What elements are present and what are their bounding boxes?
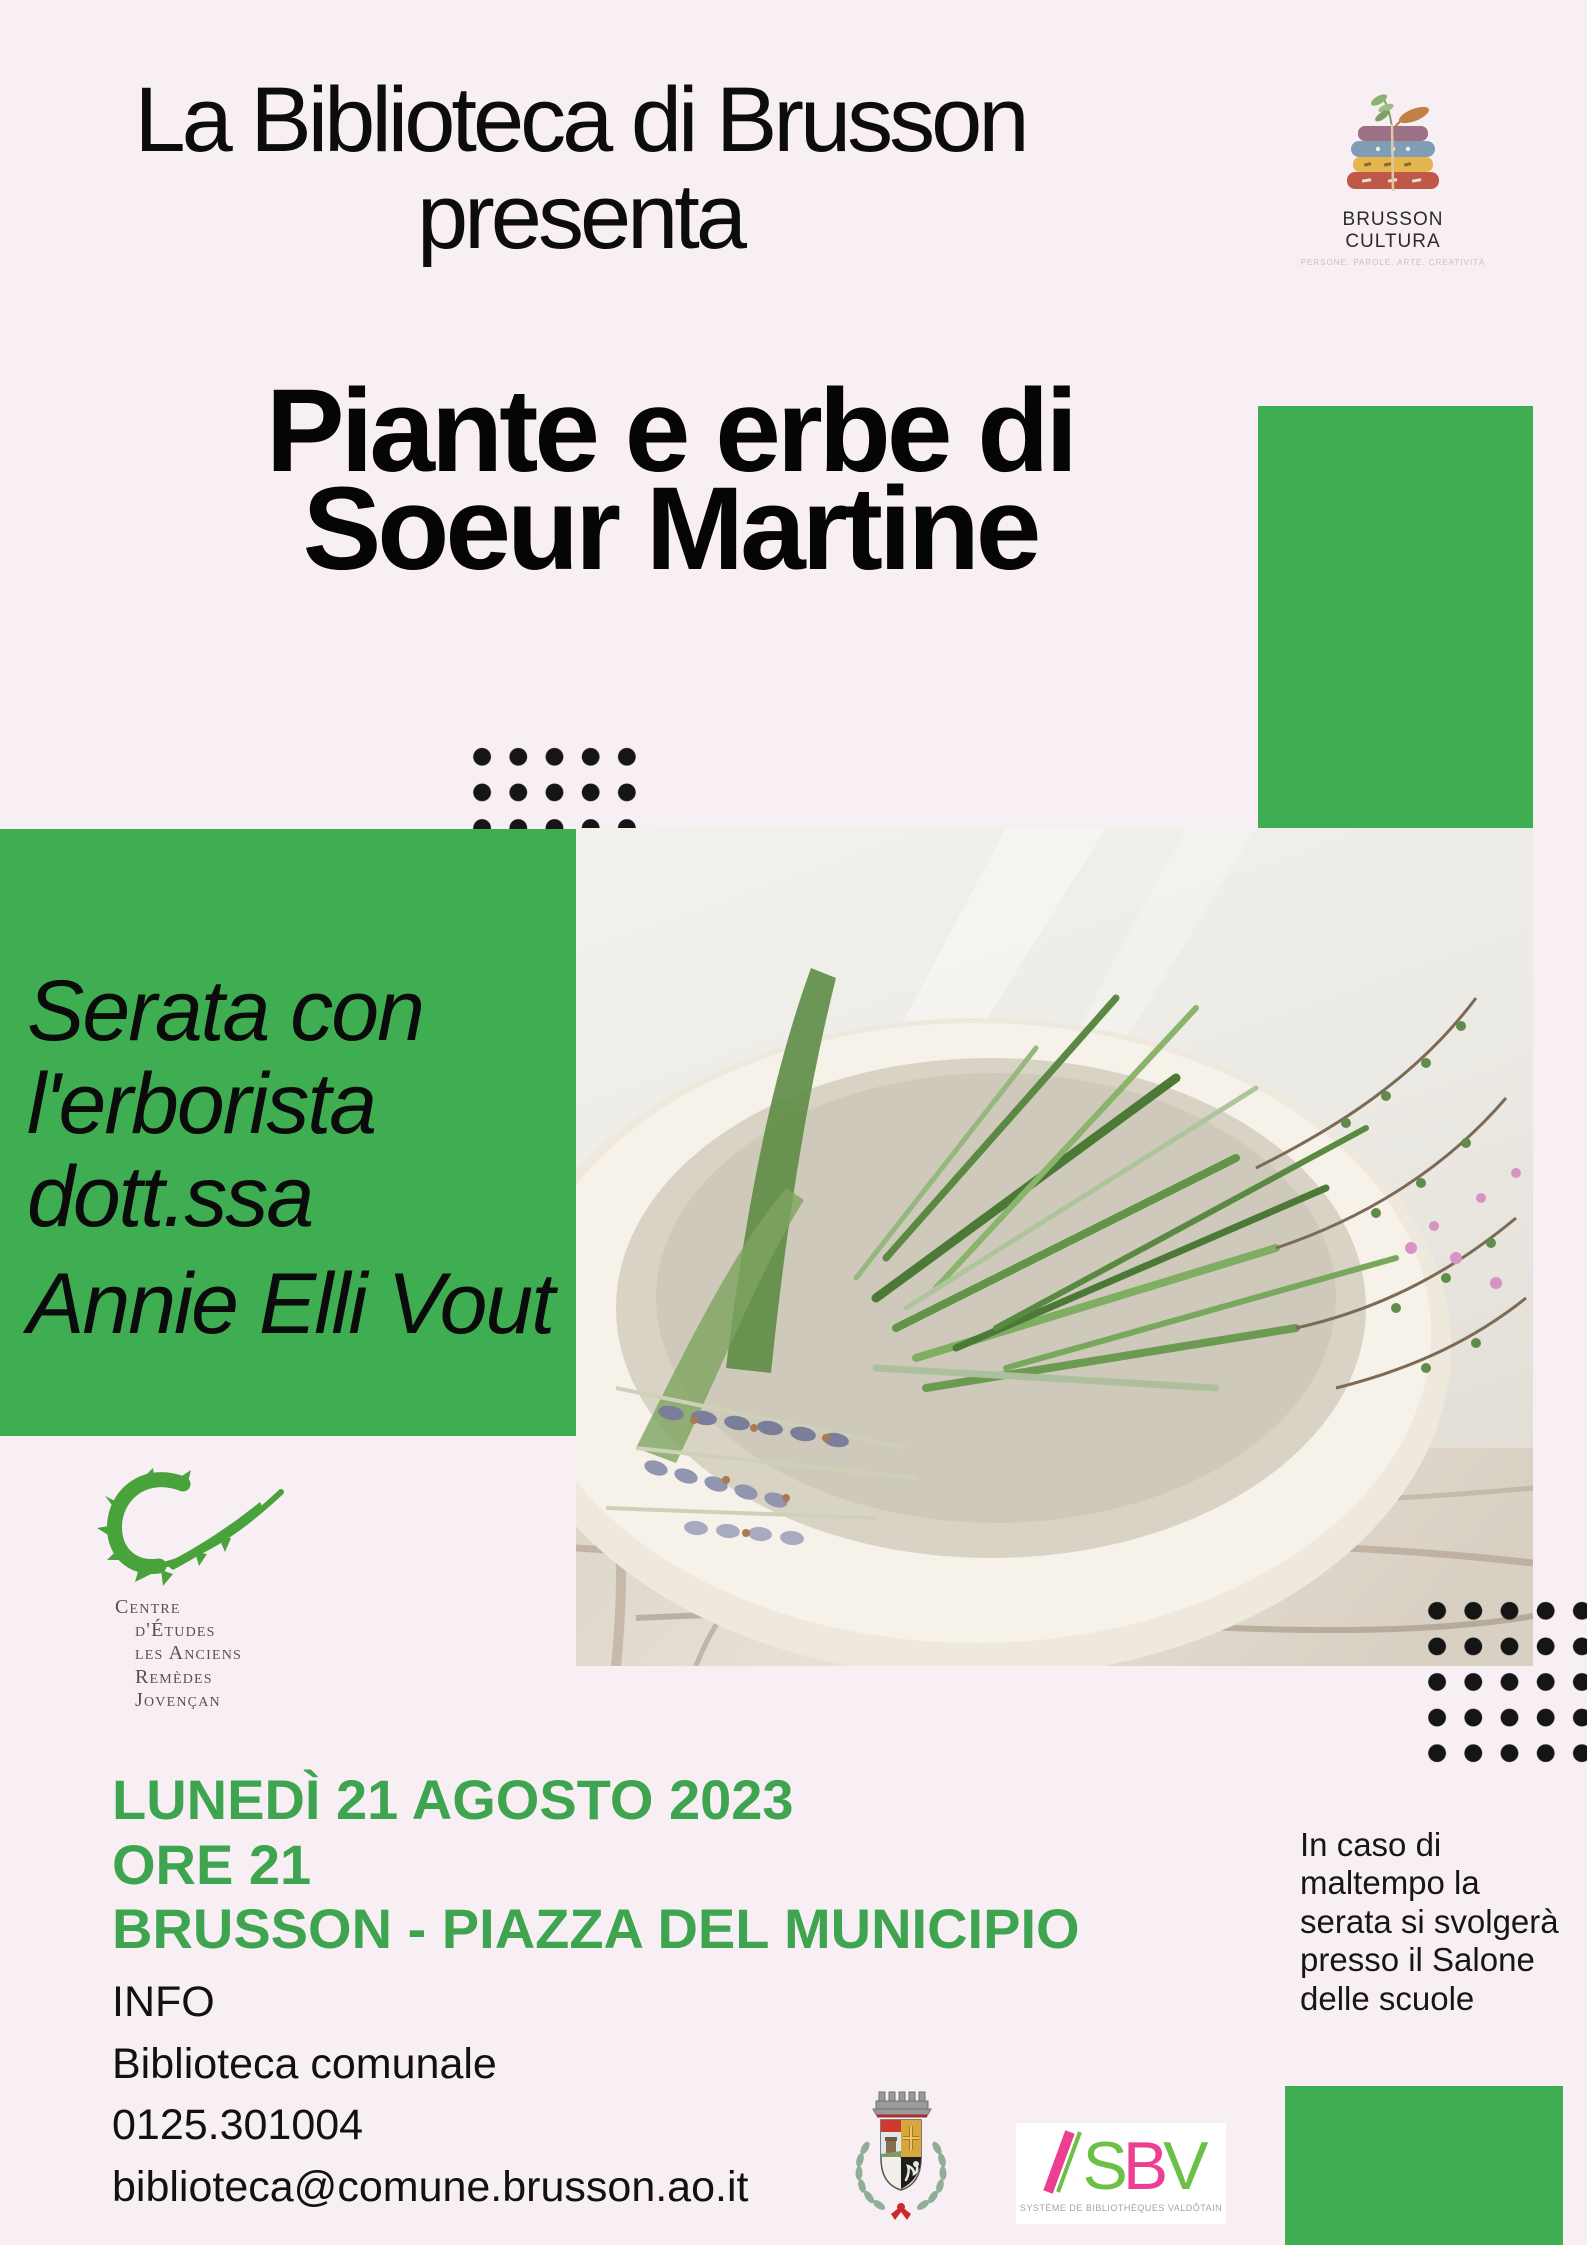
info-label: INFO <box>112 1978 215 2026</box>
event-date: LUNEDÌ 21 AGOSTO 2023 <box>112 1768 794 1831</box>
dots-pattern-bottom <box>1419 1593 1587 1772</box>
sbv-letter-v: V <box>1163 2128 1204 2204</box>
book-stack-icon <box>1332 183 1454 200</box>
header-title-line1: La Biblioteca di Brusson <box>134 69 1026 171</box>
brusson-cultura-name: BRUSSON CULTURA <box>1342 209 1444 252</box>
centre-line5: Jovençan <box>135 1688 221 1711</box>
centre-line2: d'Études <box>135 1619 216 1642</box>
info-organization: Biblioteca comunale <box>112 2039 497 2088</box>
header-title <box>0 69 1160 268</box>
herbs-photo <box>576 828 1533 1666</box>
info-block <box>112 1972 748 2218</box>
sbv-slash-icon <box>1038 2126 1082 2201</box>
decor-green-rectangle-bottom <box>1285 2086 1563 2245</box>
event-details <box>112 1768 1080 1962</box>
centre-line4: Remèdes <box>135 1665 213 1688</box>
sbv-tagline: SYSTÈME DE BIBLIOTHÈQUES VALDÔTAIN <box>1019 2203 1223 2213</box>
decor-green-rectangle-right <box>1258 406 1533 828</box>
brusson-cultura-logo <box>1297 92 1489 267</box>
brusson-coat-of-arms-icon <box>843 2088 959 2222</box>
page-title-line2: Soeur Martine <box>302 463 1038 595</box>
speaker-name: Annie Elli Vout <box>27 1256 554 1352</box>
speaker-text <box>27 965 553 1351</box>
sbv-acronym <box>1082 2128 1204 2204</box>
header-title-line2: presenta <box>416 166 744 268</box>
sbv-letter-s: S <box>1082 2128 1123 2204</box>
event-place: BRUSSON - PIAZZA DEL MUNICIPIO <box>112 1897 1080 1960</box>
speaker-line1: Serata con <box>27 963 423 1059</box>
info-phone: 0125.301004 <box>112 2101 364 2149</box>
centre-etudes-text <box>115 1596 242 1712</box>
weather-note: In caso di maltempo la serata si svolgerà presso il Salone delle scuole <box>1300 1826 1559 2017</box>
page-title <box>0 365 1340 595</box>
speaker-line2: l'erborista <box>27 1056 376 1152</box>
sbv-logo <box>1016 2123 1226 2224</box>
page-title-line1: Piante e erbe di <box>265 365 1075 497</box>
brusson-cultura-tagline: PERSONE. PAROLE. ARTE. CREATIVITÀ <box>1300 258 1486 267</box>
info-email: biblioteca@comune.brusson.ao.it <box>112 2162 749 2211</box>
event-time: ORE 21 <box>112 1832 312 1896</box>
centre-line1: Centre <box>115 1596 181 1618</box>
centre-line3: les Anciens <box>135 1642 242 1665</box>
sbv-letter-b: B <box>1122 2128 1164 2204</box>
speaker-line3: dott.ssa <box>27 1149 313 1245</box>
